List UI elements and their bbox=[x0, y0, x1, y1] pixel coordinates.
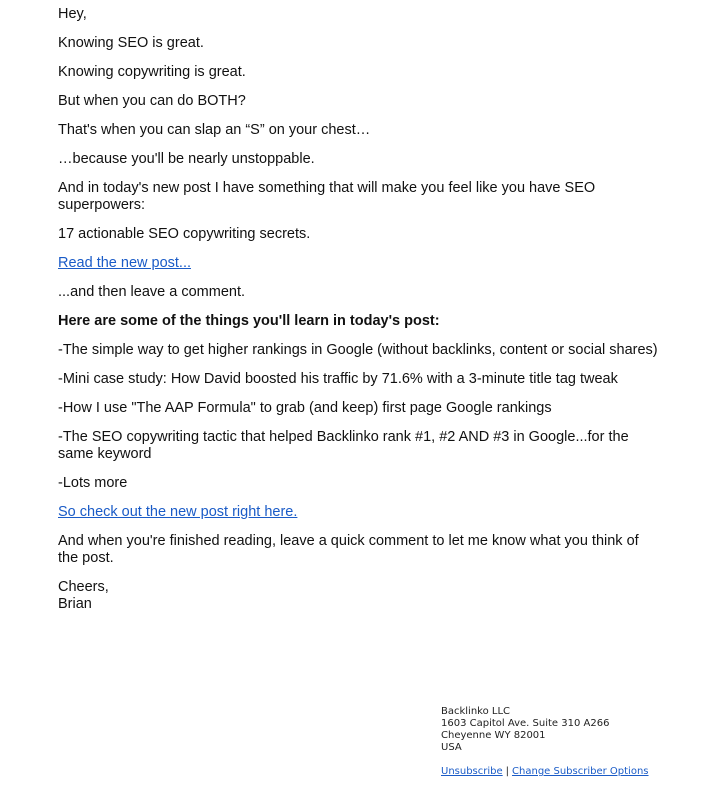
closing-paragraph: And when you're finished reading, leave a quick comment to let me know what you think of the post. bbox=[58, 533, 639, 566]
paragraph-unstoppable: …because you'll be nearly unstoppable. bbox=[58, 151, 315, 167]
bullet-item: -Mini case study: How David boosted his traffic by 71.6% with a 3-minute title tag tweak bbox=[58, 371, 618, 387]
bullet-item: -How I use "The AAP Formula" to grab (and keep) first page Google rankings bbox=[58, 400, 552, 416]
paragraph-both: But when you can do BOTH? bbox=[58, 93, 246, 109]
footer-company: Backlinko LLC bbox=[441, 706, 511, 717]
paragraph-slap-s: That's when you can slap an “S” on your chest… bbox=[58, 122, 371, 138]
check-out-paragraph bbox=[58, 504, 658, 521]
signature: Brian bbox=[58, 596, 92, 612]
bullet-item: -Lots more bbox=[58, 475, 128, 491]
paragraph-seo-great: Knowing SEO is great. bbox=[58, 35, 204, 51]
paragraph-copywriting-great: Knowing copywriting is great. bbox=[58, 64, 246, 80]
bullet-item: -The SEO copywriting tactic that helped Backlinko rank #1, #2 AND #3 in Google...for the same keyword bbox=[58, 429, 629, 462]
read-post-paragraph bbox=[58, 255, 658, 272]
email-body bbox=[58, 6, 658, 613]
change-subscriber-options-link[interactable]: Change Subscriber Options bbox=[512, 766, 649, 777]
footer-country: USA bbox=[441, 742, 462, 753]
signoff-block bbox=[58, 579, 658, 613]
bullet-item: -The simple way to get higher rankings in Google (without backlinks, content or social shares) bbox=[58, 342, 658, 358]
signoff: Cheers, bbox=[58, 579, 109, 595]
unsubscribe-link[interactable]: Unsubscribe bbox=[441, 766, 503, 777]
footer-address-line2: Cheyenne WY 82001 bbox=[441, 730, 546, 741]
greeting: Hey, bbox=[58, 6, 87, 22]
leave-comment-text: ...and then leave a comment. bbox=[58, 284, 245, 300]
learn-heading: Here are some of the things you'll learn in today's post: bbox=[58, 313, 440, 329]
paragraph-new-post: And in today's new post I have something that will make you feel like you have SEO superpowers: bbox=[58, 180, 596, 213]
email-footer bbox=[441, 706, 701, 778]
paragraph-secrets: 17 actionable SEO copywriting secrets. bbox=[58, 226, 311, 242]
footer-links bbox=[441, 766, 701, 778]
check-out-post-link[interactable]: So check out the new post right here. bbox=[58, 504, 298, 520]
footer-separator: | bbox=[505, 766, 510, 777]
footer-address-line1: 1603 Capitol Ave. Suite 310 A266 bbox=[441, 718, 610, 729]
read-post-link[interactable]: Read the new post... bbox=[58, 255, 191, 271]
